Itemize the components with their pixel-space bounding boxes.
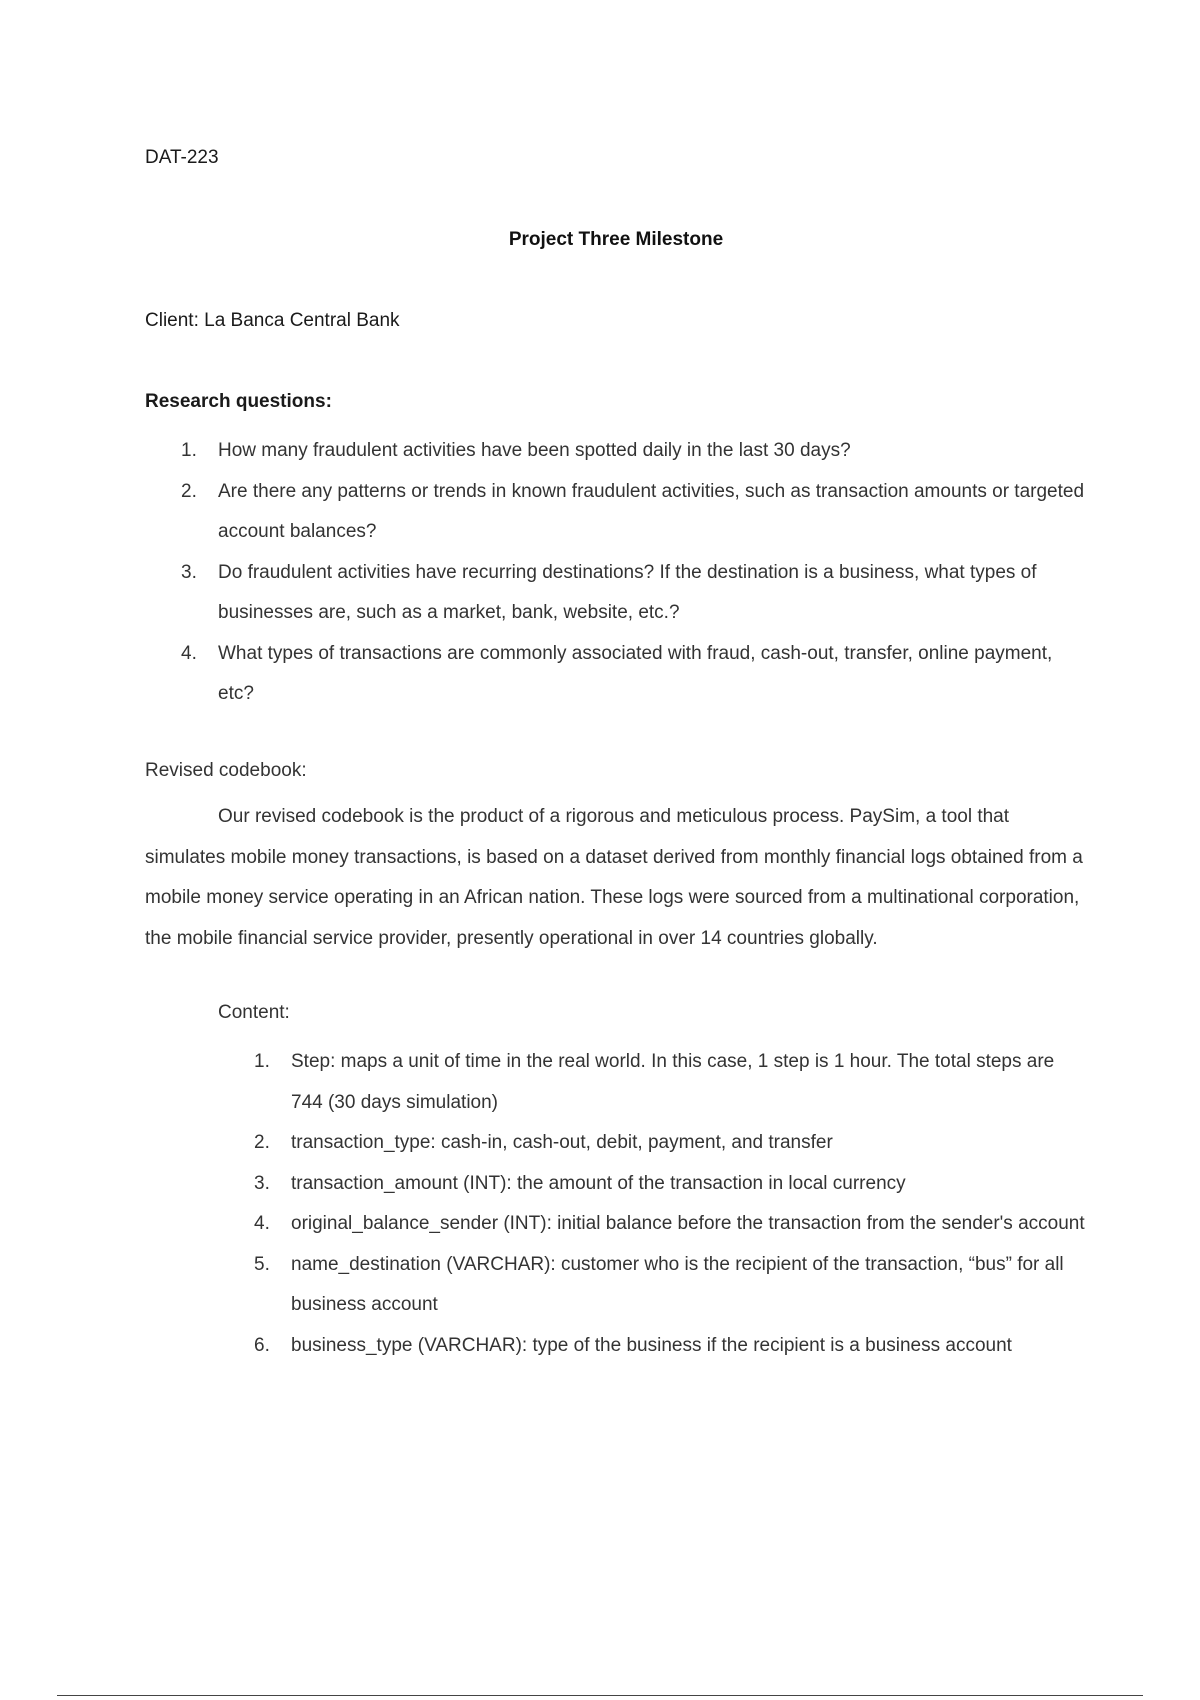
list-number: 6.	[254, 1334, 270, 1356]
client-line: Client: La Banca Central Bank	[145, 310, 400, 331]
document-title: Project Three Milestone	[508, 229, 724, 250]
research-questions-heading: Research questions:	[145, 391, 332, 412]
list-item-text: How many fraudulent activities have been spotted daily in the last 30 days?	[218, 440, 851, 461]
list-item-text: What types of transactions are commonly associated with fraud, cash-out, transfer, online payment, etc?	[218, 642, 1053, 704]
list-number: 3.	[254, 1172, 270, 1194]
list-number: 4.	[181, 642, 197, 664]
list-item	[218, 1204, 1085, 1245]
list-item-text: business_type (VARCHAR): type of the business if the recipient is a business account	[291, 1334, 1012, 1356]
list-item	[145, 634, 1085, 715]
list-number: 2.	[181, 480, 197, 502]
research-questions-list	[145, 431, 1085, 715]
list-number: 5.	[254, 1253, 270, 1275]
list-item	[218, 1245, 1085, 1326]
list-item	[218, 1123, 1085, 1164]
list-number: 3.	[181, 561, 197, 583]
list-number: 1.	[254, 1051, 270, 1072]
footer-divider	[57, 1695, 1143, 1696]
list-item	[218, 1326, 1085, 1367]
content-label: Content:	[218, 1002, 290, 1023]
list-item-text: Do fraudulent activities have recurring destinations? If the destination is a business, what types of businesses are, such as a market, bank, website, etc.?	[218, 561, 1037, 623]
course-code: DAT-223	[145, 147, 219, 168]
list-number: 4.	[254, 1213, 270, 1234]
list-item-text: transaction_type: cash-in, cash-out, debit, payment, and transfer	[291, 1132, 833, 1153]
list-item-text: name_destination (VARCHAR): customer who is the recipient of the transaction, “bus” for all business account	[291, 1253, 1064, 1315]
list-item	[145, 553, 1085, 634]
list-item-text: Are there any patterns or trends in known fraudulent activities, such as transaction amounts or targeted account balances?	[218, 480, 1085, 542]
list-number: 2.	[254, 1132, 270, 1153]
codebook-heading: Revised codebook:	[145, 760, 307, 781]
list-item-text: Step: maps a unit of time in the real world. In this case, 1 step is 1 hour. The total steps are 744 (30 days simulation)	[291, 1051, 1055, 1113]
list-item	[145, 472, 1085, 553]
codebook-paragraph: Our revised codebook is the product of a rigorous and meticulous process. PaySim, a tool that simulates mobile money transactions, is based on a dataset derived from monthly financial logs obtained from a mobile money service operating in an African nation. These logs were sourced from a multinational corporation, the mobile financial service provider, presently operational in over 14 countries globally.	[145, 806, 1083, 949]
list-item	[218, 1042, 1085, 1123]
list-number: 1.	[181, 440, 197, 461]
list-item	[218, 1164, 1085, 1205]
list-item-text: transaction_amount (INT): the amount of the transaction in local currency	[291, 1172, 906, 1194]
list-item-text: original_balance_sender (INT): initial balance before the transaction from the sender's account	[291, 1213, 1085, 1234]
list-item	[145, 431, 1085, 472]
codebook-content-list	[218, 1042, 1085, 1366]
